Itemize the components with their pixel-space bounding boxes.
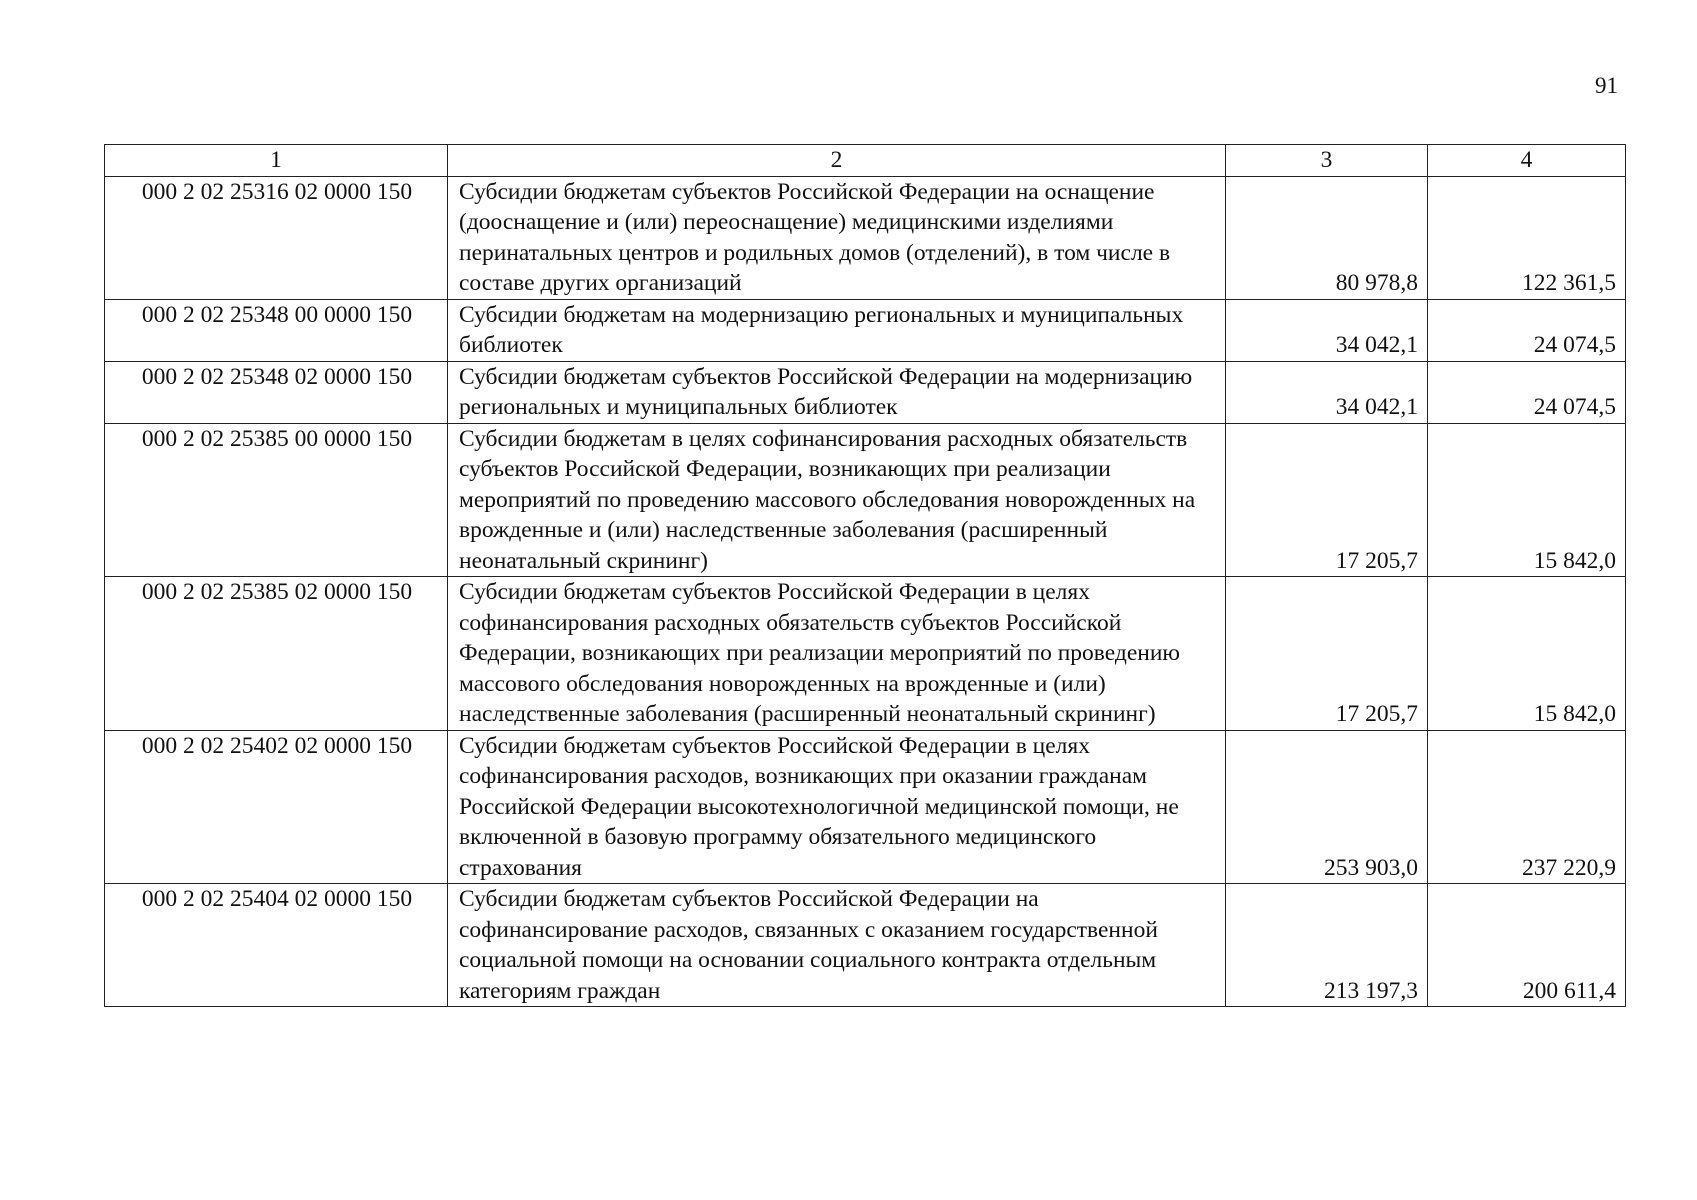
amount-col4-cell: 237 220,9: [1428, 730, 1626, 884]
budget-code-cell: 000 2 02 25385 00 0000 150: [105, 423, 448, 577]
table-row: [105, 423, 1626, 577]
column-header-1: 1: [105, 145, 448, 177]
description-cell: Субсидии бюджетам в целях софинансирования расходных обязательств субъектов Российской Федерации, возникающих при реализации мероприятий по проведению массового обследования новорожденных на врожденные и (или) наследственные заболевания (расширенный неонатальный скрининг): [448, 423, 1226, 577]
amount-col4-cell: 15 842,0: [1428, 423, 1626, 577]
table-row: [105, 176, 1626, 299]
description-cell: Субсидии бюджетам субъектов Российской Федерации в целях софинансирования расходных обязательств субъектов Российской Федерации, возникающих при реализации мероприятий по проведению массового обследования новорожденных на врожденные и (или) наследственные заболевания (расширенный неонатальный скрининг): [448, 577, 1226, 731]
column-header-3: 3: [1226, 145, 1428, 177]
amount-col3-cell: 253 903,0: [1226, 730, 1428, 884]
budget-code-cell: 000 2 02 25404 02 0000 150: [105, 884, 448, 1007]
description-cell: Субсидии бюджетам субъектов Российской Федерации на модернизацию региональных и муниципальных библиотек: [448, 361, 1226, 423]
amount-col3-cell: 34 042,1: [1226, 361, 1428, 423]
budget-revenue-table: [104, 144, 1626, 1007]
description-cell: Субсидии бюджетам на модернизацию региональных и муниципальных библиотек: [448, 299, 1226, 361]
amount-col3-cell: 34 042,1: [1226, 299, 1428, 361]
amount-col4-cell: 15 842,0: [1428, 577, 1626, 731]
table-row: [105, 299, 1626, 361]
table-row: [105, 361, 1626, 423]
table-row: [105, 577, 1626, 731]
table-header-row: [105, 145, 1626, 177]
description-cell: Субсидии бюджетам субъектов Российской Федерации на софинансирование расходов, связанных с оказанием государственной социальной помощи на основании социального контракта отдельным категориям граждан: [448, 884, 1226, 1007]
amount-col4-cell: 122 361,5: [1428, 176, 1626, 299]
page-number: 91: [1595, 73, 1618, 98]
column-header-2: 2: [448, 145, 1226, 177]
table-row: [105, 884, 1626, 1007]
description-cell: Субсидии бюджетам субъектов Российской Федерации на оснащение (дооснащение и (или) переоснащение) медицинскими изделиями перинатальных центров и родильных домов (отделений), в том числе в составе других организаций: [448, 176, 1226, 299]
amount-col4-cell: 200 611,4: [1428, 884, 1626, 1007]
budget-code-cell: 000 2 02 25348 00 0000 150: [105, 299, 448, 361]
amount-col3-cell: 80 978,8: [1226, 176, 1428, 299]
budget-code-cell: 000 2 02 25316 02 0000 150: [105, 176, 448, 299]
column-header-4: 4: [1428, 145, 1626, 177]
amount-col3-cell: 17 205,7: [1226, 423, 1428, 577]
table-row: [105, 730, 1626, 884]
amount-col3-cell: 213 197,3: [1226, 884, 1428, 1007]
budget-code-cell: 000 2 02 25385 02 0000 150: [105, 577, 448, 731]
description-cell: Субсидии бюджетам субъектов Российской Федерации в целях софинансирования расходов, возникающих при оказании гражданам Российской Федерации высокотехнологичной медицинской помощи, не включенной в базовую программу обязательного медицинского страхования: [448, 730, 1226, 884]
budget-code-cell: 000 2 02 25402 02 0000 150: [105, 730, 448, 884]
budget-code-cell: 000 2 02 25348 02 0000 150: [105, 361, 448, 423]
amount-col3-cell: 17 205,7: [1226, 577, 1428, 731]
amount-col4-cell: 24 074,5: [1428, 299, 1626, 361]
amount-col4-cell: 24 074,5: [1428, 361, 1626, 423]
